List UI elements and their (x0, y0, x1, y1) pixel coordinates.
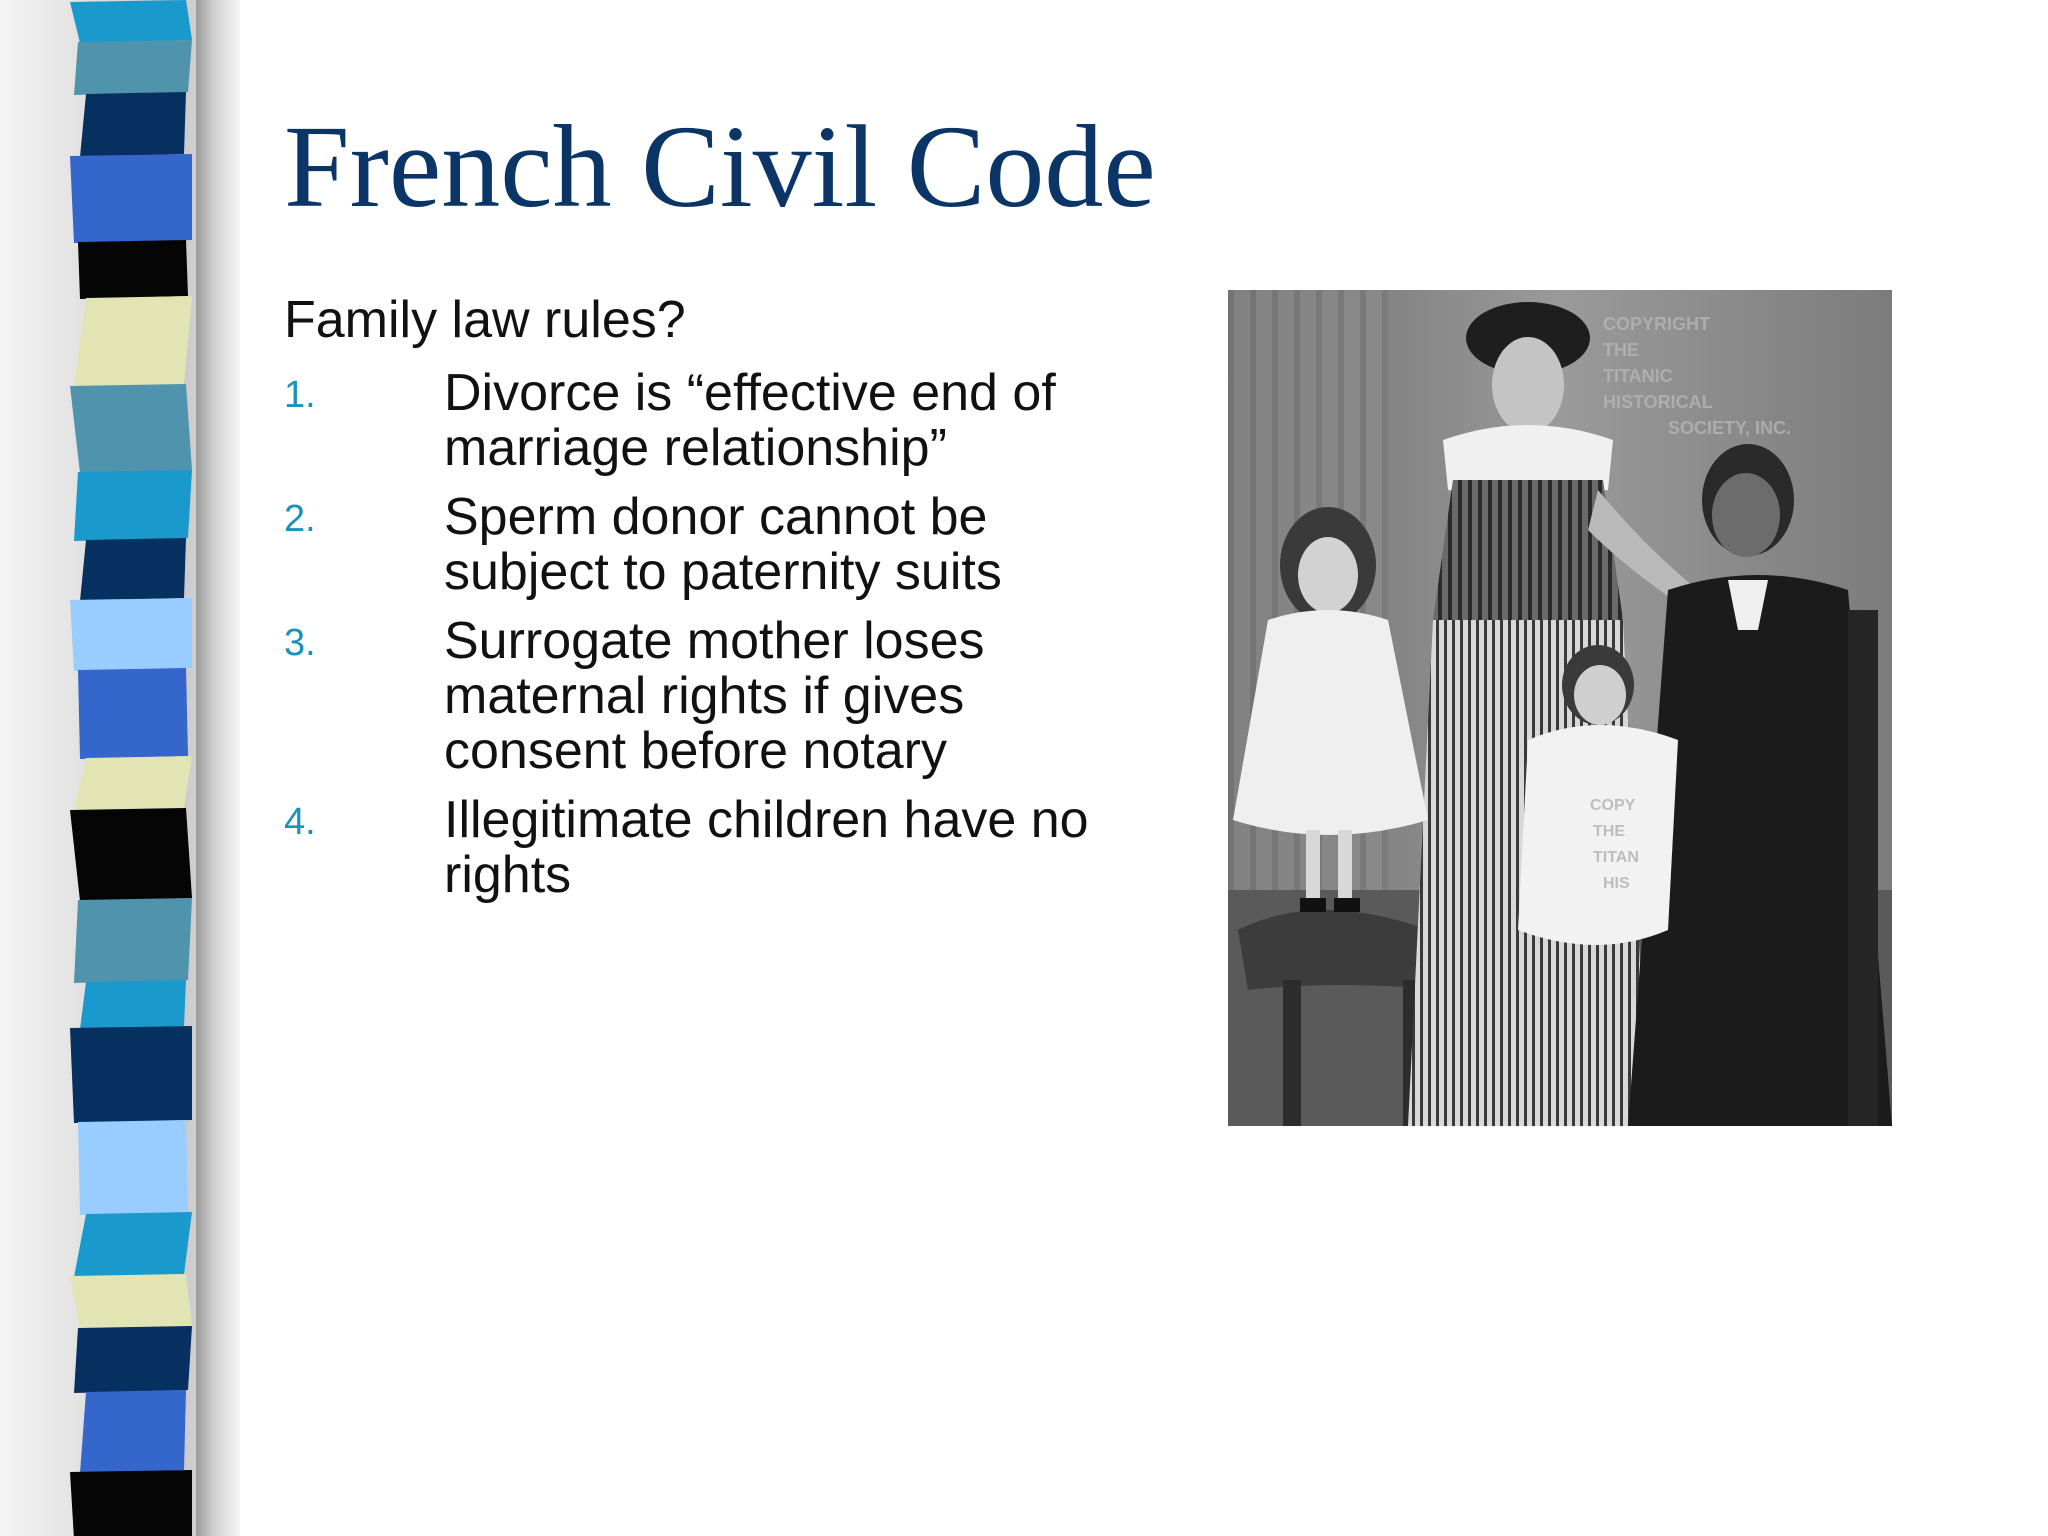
decorative-stripe (70, 0, 192, 43)
decorative-stripe (74, 470, 192, 541)
decorative-stripe-column (0, 0, 240, 1536)
decorative-stripe (80, 1390, 186, 1473)
rules-list (284, 366, 1104, 917)
photo-watermark-line: TITANIC (1603, 366, 1673, 386)
decorative-stripe (70, 154, 192, 243)
family-portrait-image (1228, 290, 1892, 1126)
photo-watermark-line: COPY (1590, 797, 1636, 814)
list-item-text: Illegitimate children have no rights (444, 791, 1089, 904)
photo-watermark-line: HIS (1603, 875, 1630, 892)
slide-intro-text: Family law rules? (284, 291, 686, 349)
list-item-text: Divorce is “effective end of marriage relationship” (444, 364, 1056, 477)
list-item (284, 614, 1104, 779)
list-item (284, 793, 1104, 903)
list-item-number: 1. (284, 374, 316, 416)
decorative-stripe (70, 1274, 192, 1329)
decorative-stripe (78, 240, 188, 299)
photo-watermark-line: HISTORICAL (1603, 392, 1713, 412)
decorative-stripe (70, 808, 192, 901)
decorative-stripe (80, 980, 186, 1029)
list-item-number: 3. (284, 622, 316, 664)
decorative-stripe (70, 598, 192, 671)
list-item (284, 366, 1104, 476)
decorative-stripe (74, 40, 192, 95)
decorative-stripe (80, 92, 186, 157)
photo-watermark-line: TITAN (1593, 849, 1639, 866)
list-item-text: Surrogate mother loses maternal rights if gives consent before notary (444, 612, 985, 780)
list-item (284, 490, 1104, 600)
decorative-stripe (70, 384, 192, 473)
photo-watermark-line: SOCIETY, INC. (1668, 418, 1792, 438)
decorative-stripe (74, 1326, 192, 1393)
decorative-stripe (74, 296, 192, 387)
decorative-stripe (70, 1470, 192, 1536)
decorative-stripe (70, 1026, 192, 1123)
photo-watermark-line: THE (1603, 340, 1639, 360)
stripe-graphic (0, 0, 240, 1536)
decorative-stripe (78, 1120, 188, 1215)
decorative-stripe (74, 898, 192, 983)
decorative-stripe (78, 668, 188, 759)
decorative-stripe (80, 538, 186, 601)
list-item-text: Sperm donor cannot be subject to paternity suits (444, 488, 1002, 601)
family-portrait-photo (1228, 290, 1892, 1126)
decorative-stripe (74, 756, 192, 811)
decorative-stripe (74, 1212, 192, 1277)
list-item-number: 4. (284, 801, 316, 843)
photo-watermark-line: COPYRIGHT (1603, 314, 1711, 334)
photo-watermark-line: THE (1593, 823, 1625, 840)
slide-title: French Civil Code (284, 101, 1156, 232)
list-item-number: 2. (284, 498, 316, 540)
